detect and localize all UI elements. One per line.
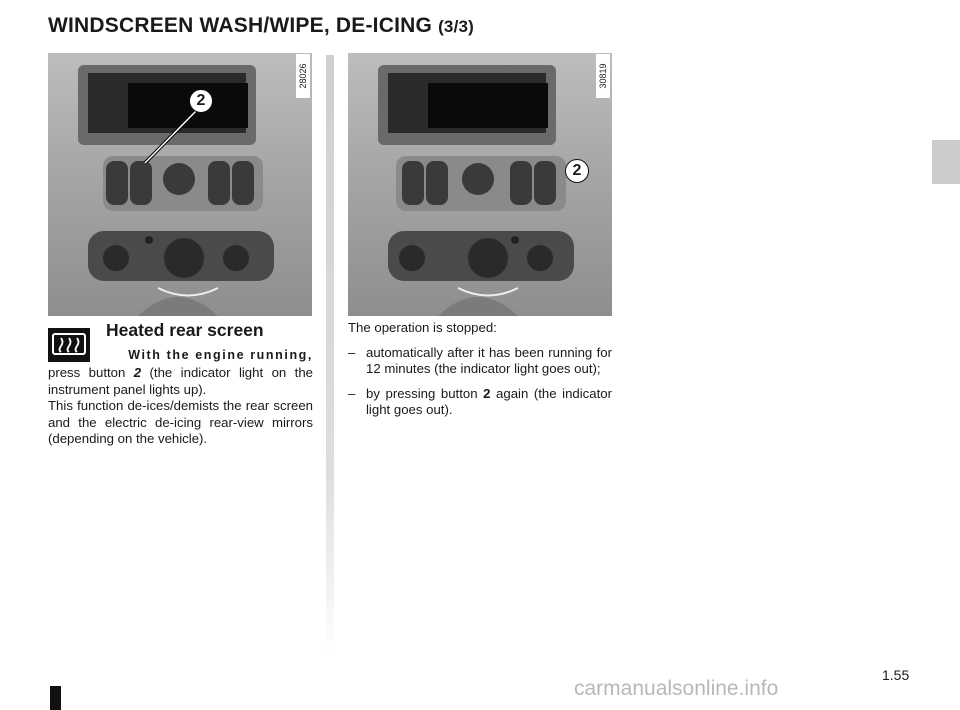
watermark: carmanualsonline.info — [574, 677, 779, 700]
callout-2-right: 2 — [565, 159, 589, 183]
operation-intro: The operation is stopped: — [348, 320, 497, 335]
button-reference: 2 — [483, 385, 491, 401]
rear-demist-icon — [48, 328, 90, 362]
corner-mark — [50, 686, 61, 710]
figure-ref-code-left: 28026 — [296, 54, 310, 98]
part-indicator: (3/3) — [438, 17, 475, 36]
callout-2-left: 2 — [189, 89, 213, 113]
list-item: – automatically after it has been running for 12 minutes (the indicator light goes out); — [348, 344, 612, 376]
function-paragraph: This function de-ices/demists the rear screen and the electric de-icing rear-view mirrors (depending on the vehicle). — [48, 398, 313, 446]
section-heading: Heated rear screen — [106, 320, 264, 340]
list-item: – by pressing button 2 again (the indicator light goes out). — [348, 385, 612, 417]
heated-rear-screen-text — [48, 365, 313, 448]
instruction-paragraph: press button 2 (the indicator light on the instrument panel lights up). — [48, 365, 313, 397]
button-reference: 2 — [133, 365, 142, 380]
page-number: 1.55 — [882, 667, 910, 683]
page-title: WINDSCREEN WASH/WIPE, DE-ICING (3/3) — [48, 14, 475, 37]
figure-ref-code-right: 30819 — [596, 54, 610, 98]
lead-phrase: With the engine running, — [128, 348, 313, 362]
operation-stop-text — [348, 320, 612, 427]
dashboard-photo-right — [348, 53, 612, 316]
